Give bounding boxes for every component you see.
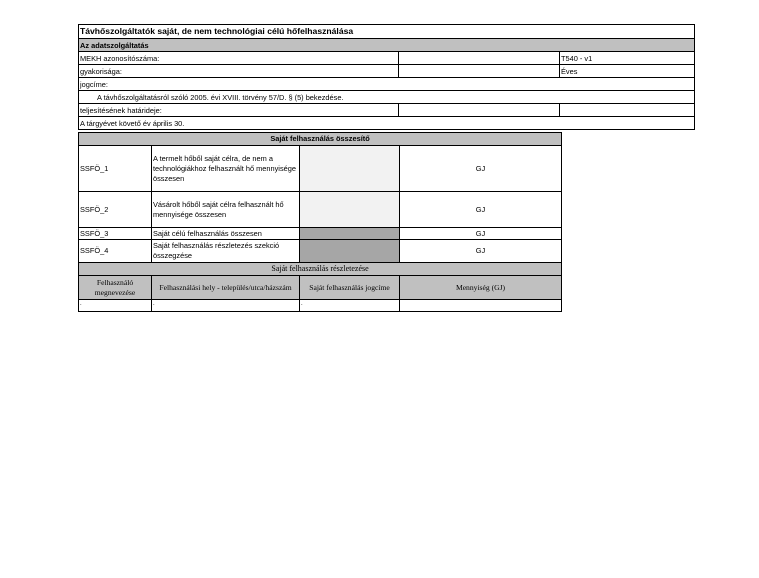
row-unit: GJ — [400, 228, 562, 240]
row-blank — [399, 104, 560, 117]
summary-header: Saját felhasználás összesítő — [79, 133, 562, 146]
legal-basis-text: A távhőszolgáltatásról szóló 2005. évi XVIII. törvény 57/D. § (5) bekezdése. — [79, 91, 695, 104]
row-description: A termelt hőből saját célra, de nem a technológiákhoz felhasznált hő mennyisége összesen — [152, 146, 300, 192]
detail-cell-legal-basis[interactable]: . — [300, 300, 400, 312]
value-input-cell[interactable] — [300, 146, 400, 192]
row-description: Saját célú felhasználás összesen — [152, 228, 300, 240]
info-row — [79, 52, 695, 65]
row-code: SSFÖ_3 — [79, 228, 152, 240]
column-header-location: Felhasználási hely - település/utca/házszám — [152, 276, 300, 300]
detail-cell-user[interactable]: . — [79, 300, 152, 312]
section-header: Az adatszolgáltatás — [79, 39, 695, 52]
row-blank — [560, 104, 695, 117]
summary-row — [79, 146, 562, 192]
row-value: T540 - v1 — [560, 52, 695, 65]
row-description: Vásárolt hőből saját célra felhasznált hő mennyisége összesen — [152, 192, 300, 228]
row-unit: GJ — [400, 146, 562, 192]
row-code: SSFÖ_2 — [79, 192, 152, 228]
row-code: SSFÖ_4 — [79, 240, 152, 263]
column-header-quantity: Mennyiség (GJ) — [400, 276, 562, 300]
form-title: Távhőszolgáltatók saját, de nem technológiai célú hőfelhasználása — [79, 25, 695, 39]
summary-row — [79, 228, 562, 240]
row-label: MEKH azonosítószáma: — [79, 52, 399, 65]
detail-row — [79, 300, 562, 312]
info-table — [78, 24, 695, 130]
summary-row — [79, 240, 562, 263]
row-blank — [399, 52, 560, 65]
row-label: gyakorisága: — [79, 65, 399, 78]
detail-cell-quantity[interactable] — [400, 300, 562, 312]
column-header-legal-basis: Saját felhasználás jogcíme — [300, 276, 400, 300]
calculated-cell — [300, 228, 400, 240]
detail-column-headers — [79, 276, 562, 300]
detail-cell-location[interactable]: . — [152, 300, 300, 312]
column-header-user: Felhasználó megnevezése — [79, 276, 152, 300]
row-unit: GJ — [400, 240, 562, 263]
info-row — [79, 78, 695, 91]
deadline-label: teljesítésének határideje: — [79, 104, 399, 117]
calculated-cell — [300, 240, 400, 263]
row-blank — [399, 65, 560, 78]
summary-table — [78, 132, 562, 312]
row-code: SSFÖ_1 — [79, 146, 152, 192]
value-input-cell[interactable] — [300, 192, 400, 228]
deadline-value: A tárgyévet követő év április 30. — [79, 117, 695, 130]
summary-row — [79, 192, 562, 228]
info-row — [79, 104, 695, 117]
row-value: Éves — [560, 65, 695, 78]
row-unit: GJ — [400, 192, 562, 228]
detail-header: Saját felhasználás részletezése — [79, 263, 562, 276]
info-row — [79, 65, 695, 78]
row-description: Saját felhasználás részletezés szekció összegzése — [152, 240, 300, 263]
row-label: jogcíme: — [79, 78, 695, 91]
